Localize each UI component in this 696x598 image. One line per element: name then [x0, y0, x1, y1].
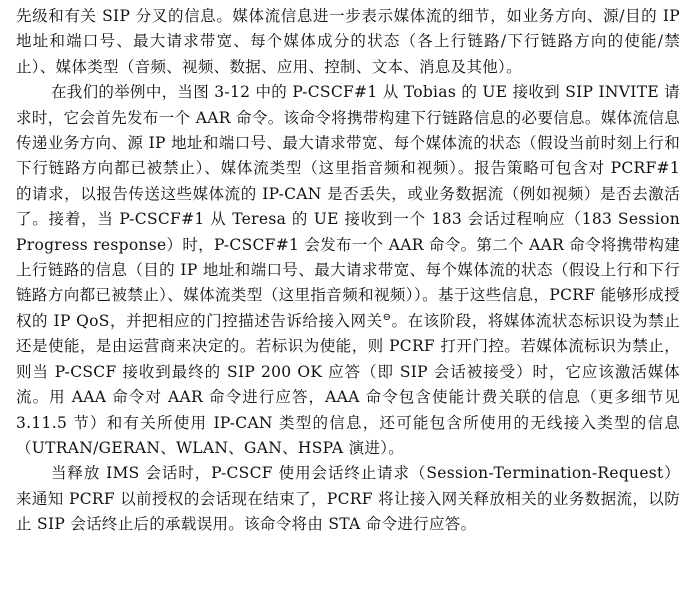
paragraph-text: 先级和有关 SIP 分叉的信息。媒体流信息进一步表示媒体流的细节，如业务方向、源/目的 IP 地址和端口号、最大请求带宽、每个媒体成分的状态（各上行链路/下行链路方向的使能/禁止）、媒体类型（音频、视频、数据、应用、控制、文本、消息及其他）。	[16, 7, 680, 76]
paragraph-session-termination	[16, 461, 680, 537]
paragraph-text: 在我们的举例中，当图 3-12 中的 P-CSCF#1 从 Tobias 的 UE 接收到 SIP INVITE 请求时，它会首先发布一个 AAR 命令。该命令将携带构建下行链路信息的必要信息。媒体流信息传递业务方向、源 IP 地址和端口号、最大请求带宽、每个媒体流的状态（假设当前时刻上行和下行链路方向都已被禁止）、媒体流类型（这里指音频和视频）。报告策略可包含对 PCRF#1 的请求，以报告传送这些媒体流的 IP-CAN 是否丢失，或业务数据流（例如视频）是否去激活了。接着，当 P-CSCF#1 从 Teresa 的 UE 接收到一个 183 会话过程响应（183 Session Progress response）时，P-CSCF#1 会发布一个 AAR 命令。第二个 AAR 命令将携带构建上行链路的信息（目的 IP 地址和端口号、最大请求带宽、每个媒体流的状态（假设上行和下行链路方向都已被禁止）、媒体流类型（这里指音频和视频））。基于这些信息，PCRF 能够形成授权的 IP QoS，并把相应的门控描述告诉给接入网关	[16, 83, 680, 330]
paragraph-media-flow-info	[16, 4, 680, 80]
paragraph-text: 当释放 IMS 会话时，P-CSCF 使用会话终止请求（Session-Termination-Request）来通知 PCRF 以前授权的会话现在结束了，PCRF 将让接入网关释放相关的业务数据流，以防止 SIP 会话终止后的承载误用。该命令将由 STA 命令进行应答。	[16, 464, 680, 534]
footnote-marker: ⊖	[382, 311, 392, 323]
paragraph-aar-example	[16, 80, 680, 461]
paragraph-text-continued: 。在该阶段，将媒体流状态标识设为禁止还是使能，是由运营商来决定的。若标识为使能，则 PCRF 打开门控。若媒体流标识为禁止，则当 P-CSCF 接收到最终的 SIP 200 OK 应答（即 SIP 会话被接受）时，它应该激活媒体流。用 AAA 命令对 AAR 命令进行应答，AAA 命令包含使能计费关联的信息（更多细节见 3.11.5 节）和有关所使用 IP-CAN 类型的信息，还可能包含所使用的无线接入类型的信息（UTRAN/GERAN、WLAN、GAN、HSPA 演进）。	[16, 311, 680, 457]
